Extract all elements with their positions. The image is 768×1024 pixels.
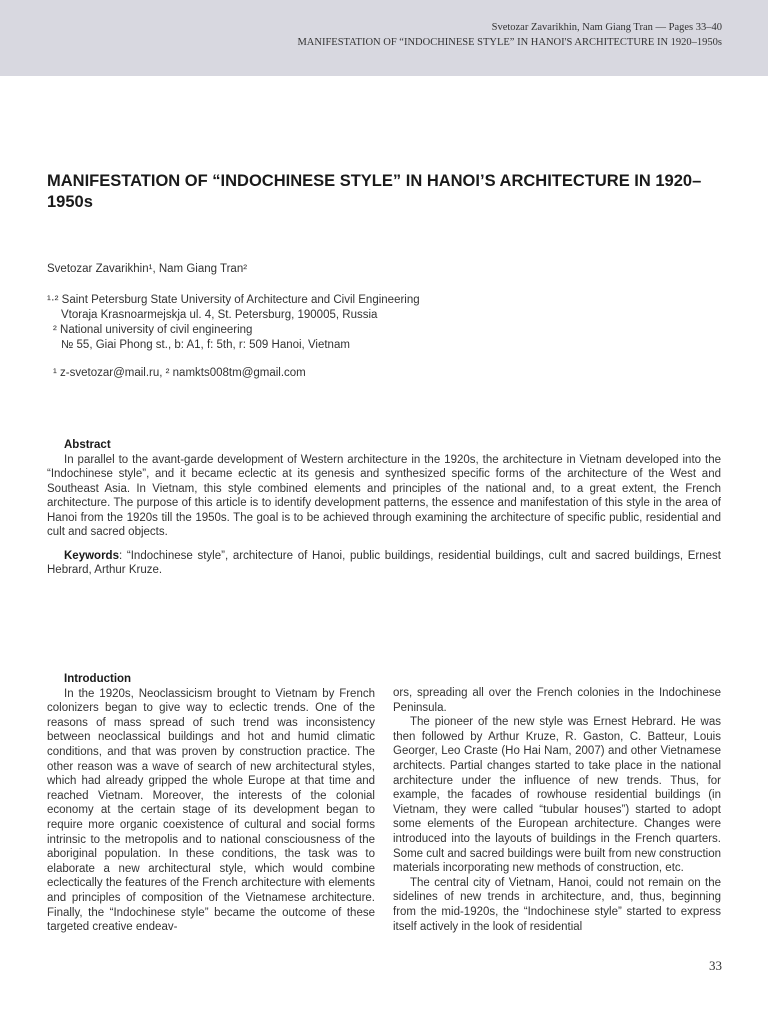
affiliation-line: № 55, Giai Phong st., b: A1, f: 5th, r: 509 Hanoi, Vietnam — [61, 339, 350, 351]
abstract-section — [47, 438, 721, 578]
keywords-text: : “Indochinese style”, architecture of Hanoi, public buildings, residential buildings, cult and sacred buildings, Ernest Hebrard, Arthur Kruze. — [47, 549, 721, 576]
intro-left-column — [47, 672, 375, 935]
article-title: MANIFESTATION OF “INDOCHINESE STYLE” IN HANOI’S ARCHITECTURE IN 1920–1950s — [47, 172, 702, 211]
header-authors-pages: Svetozar Zavarikhin, Nam Giang Tran — Pages 33–40 — [491, 22, 722, 33]
author-emails: ¹ z-svetozar@mail.ru, ² namkts008tm@gmail.com — [53, 367, 306, 379]
affiliations — [47, 293, 420, 353]
keywords — [47, 549, 721, 578]
authors: Svetozar Zavarikhin¹, Nam Giang Tran² — [47, 263, 248, 275]
running-header — [0, 0, 768, 76]
page-number: 33 — [709, 958, 722, 973]
introduction-heading: Introduction — [64, 673, 132, 685]
intro-right-column — [393, 686, 721, 934]
affiliation-line: Vtoraja Krasnoarmejskja ul. 4, St. Petersburg, 190005, Russia — [61, 309, 378, 321]
body-paragraph: ors, spreading all over the French colonies in the Indochinese Peninsula. — [393, 687, 721, 714]
abstract-text: In parallel to the avant-garde development of Western architecture in the 1920s, the architecture in Vietnam developed into the “Indochinese style”, and it became eclectic at its genesis and synthesized specific forms of the architecture of the West and Southeast Asia. In Vietnam, this style combined elements and principles of the national and, to a great extent, the French architecture. The purpose of this article is to identify development patterns, the essence and manifestation of this style in the area of Hanoi from the 1920s till the 1950s. The goal is to be achieved through examining the architecture of specific public, residential and cult and sacred objects. — [47, 453, 721, 538]
affiliation-line: ¹·² Saint Petersburg State University of Architecture and Civil Engineering — [47, 294, 420, 306]
abstract-heading: Abstract — [64, 439, 111, 451]
body-paragraph: The pioneer of the new style was Ernest Hebrard. He was then followed by Arthur Kruze, R. Gaston, C. Batteur, Louis Georger, Leo Craste (Ho Hai Nam, 2007) and other Vietnamese architects. Partial changes started to take place in the national architecture under the influence of new trends. Thus, for example, the facades of rowhouse residential buildings (in Vietnam, they were called “tubular houses”) started to adopt some elements of the European architecture. Changes were introduced into the layouts of buildings in the French quarters. Some cult and sacred buildings were built from new construction materials incorporating new methods of construction, etc. — [393, 716, 721, 875]
affiliation-line: ² National university of civil engineering — [53, 324, 253, 336]
header-article-title: MANIFESTATION OF “INDOCHINESE STYLE” IN HANOI'S ARCHITECTURE IN 1920–1950s — [297, 37, 722, 48]
running-header-text — [297, 20, 722, 50]
body-paragraph: The central city of Vietnam, Hanoi, could not remain on the sidelines of new trends in architecture, and, thus, beginning from the mid-1920s, the “Indochinese style” started to express itself actively in the look of residential — [393, 876, 721, 933]
body-paragraph: In the 1920s, Neoclassicism brought to Vietnam by French colonizers began to give way to eclectic trends. One of the reasons of mass spread of such trend was inconsistency between neoclassical buildings and hot and humid climatic conditions, and that was proven by construction practice. The other reason was a wave of search of new architectural styles, which had already gripped the whole Europe at that time and reached Vietnam. Moreover, the interests of the colonial economy at the certain stage of its development began to require more organic coexistence of cultural and social forms intrinsic to the metropolis and to national consciousness of the aboriginal population. In these conditions, the task was to elaborate a new architectural style, which would combine eclectically the features of the French architecture with elements and principles of composition of the Vietnamese architecture. Finally, the “Indochinese style” became the outcome of these targeted creative endeav- — [47, 687, 375, 934]
keywords-label: Keywords — [64, 549, 119, 562]
